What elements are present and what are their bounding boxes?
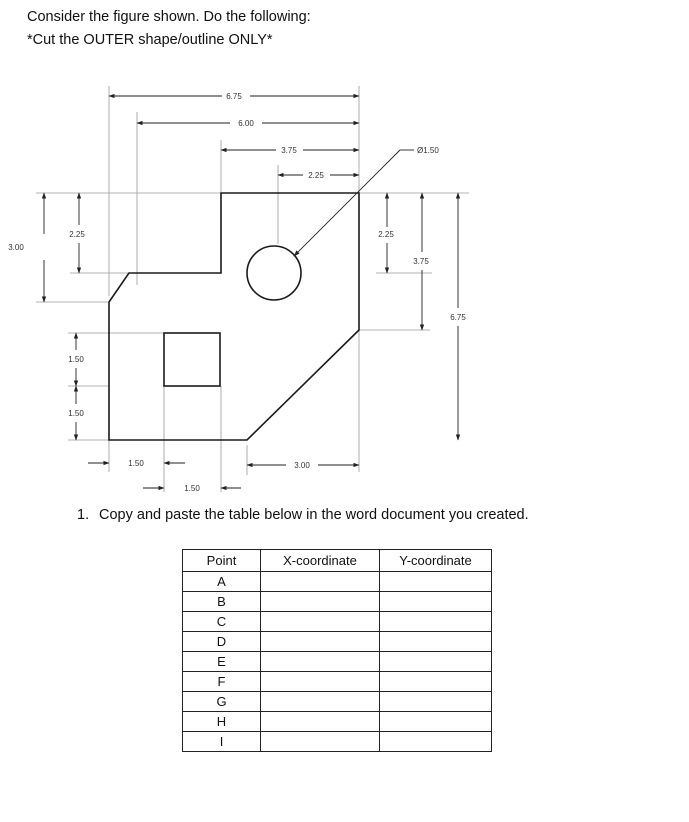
dim-top-3-75: 3.75 [281,146,297,155]
point-label: D [183,632,261,652]
dim-left-1-50-lower: 1.50 [68,409,84,418]
dim-left-2-25: 2.25 [69,230,85,239]
table-header-row [183,550,492,572]
point-label: G [183,692,261,712]
coordinates-table [182,549,492,752]
x-cell[interactable] [261,672,380,692]
y-cell[interactable] [380,712,492,732]
point-label: E [183,652,261,672]
x-cell[interactable] [261,592,380,612]
outer-outline [109,193,359,440]
instruction [77,507,529,523]
dim-top-6-00: 6.00 [238,119,254,128]
instruction-text: Copy and paste the table below in the word document you created. [99,507,529,523]
x-cell[interactable] [261,572,380,592]
table-row [183,672,492,692]
intro-line-2: *Cut the OUTER shape/outline ONLY* [27,32,273,48]
table-row [183,592,492,612]
dim-left-1-50-upper: 1.50 [68,355,84,364]
instruction-number: 1. [77,507,90,523]
dim-right-2-25: 2.25 [378,230,394,239]
point-label: A [183,572,261,592]
table-row [183,732,492,752]
header-y-coordinate: Y-coordinate [380,550,492,572]
dim-top-6-75: 6.75 [226,92,242,101]
dim-left-3-00: 3.00 [8,243,24,252]
y-cell[interactable] [380,692,492,712]
point-label: I [183,732,261,752]
header-x-coordinate: X-coordinate [261,550,380,572]
x-cell[interactable] [261,732,380,752]
point-label: B [183,592,261,612]
x-cell[interactable] [261,632,380,652]
diameter-leader [294,150,414,256]
dim-bottom-3-00: 3.00 [294,461,310,470]
point-label: H [183,712,261,732]
table-row [183,572,492,592]
y-cell[interactable] [380,612,492,632]
dim-bottom-1-50-upper: 1.50 [128,459,144,468]
x-cell[interactable] [261,712,380,732]
y-cell[interactable] [380,652,492,672]
dim-right-3-75: 3.75 [413,257,429,266]
x-cell[interactable] [261,652,380,672]
point-label: F [183,672,261,692]
table-row [183,632,492,652]
dimension-lines [44,96,458,488]
header-point: Point [183,550,261,572]
y-cell[interactable] [380,592,492,612]
table-row [183,652,492,672]
dim-right-6-75: 6.75 [450,313,466,322]
intro-line-1: Consider the figure shown. Do the following: [27,9,311,25]
square-cutout [164,333,220,386]
x-cell[interactable] [261,692,380,712]
table-row [183,612,492,632]
circular-hole [247,246,301,300]
dim-hole-diameter: Ø1.50 [417,146,439,155]
dim-bottom-1-50-lower: 1.50 [184,484,200,493]
y-cell[interactable] [380,572,492,592]
x-cell[interactable] [261,612,380,632]
y-cell[interactable] [380,632,492,652]
point-label: C [183,612,261,632]
dim-top-2-25: 2.25 [308,171,324,180]
y-cell[interactable] [380,732,492,752]
table-row [183,712,492,732]
y-cell[interactable] [380,672,492,692]
table-row [183,692,492,712]
